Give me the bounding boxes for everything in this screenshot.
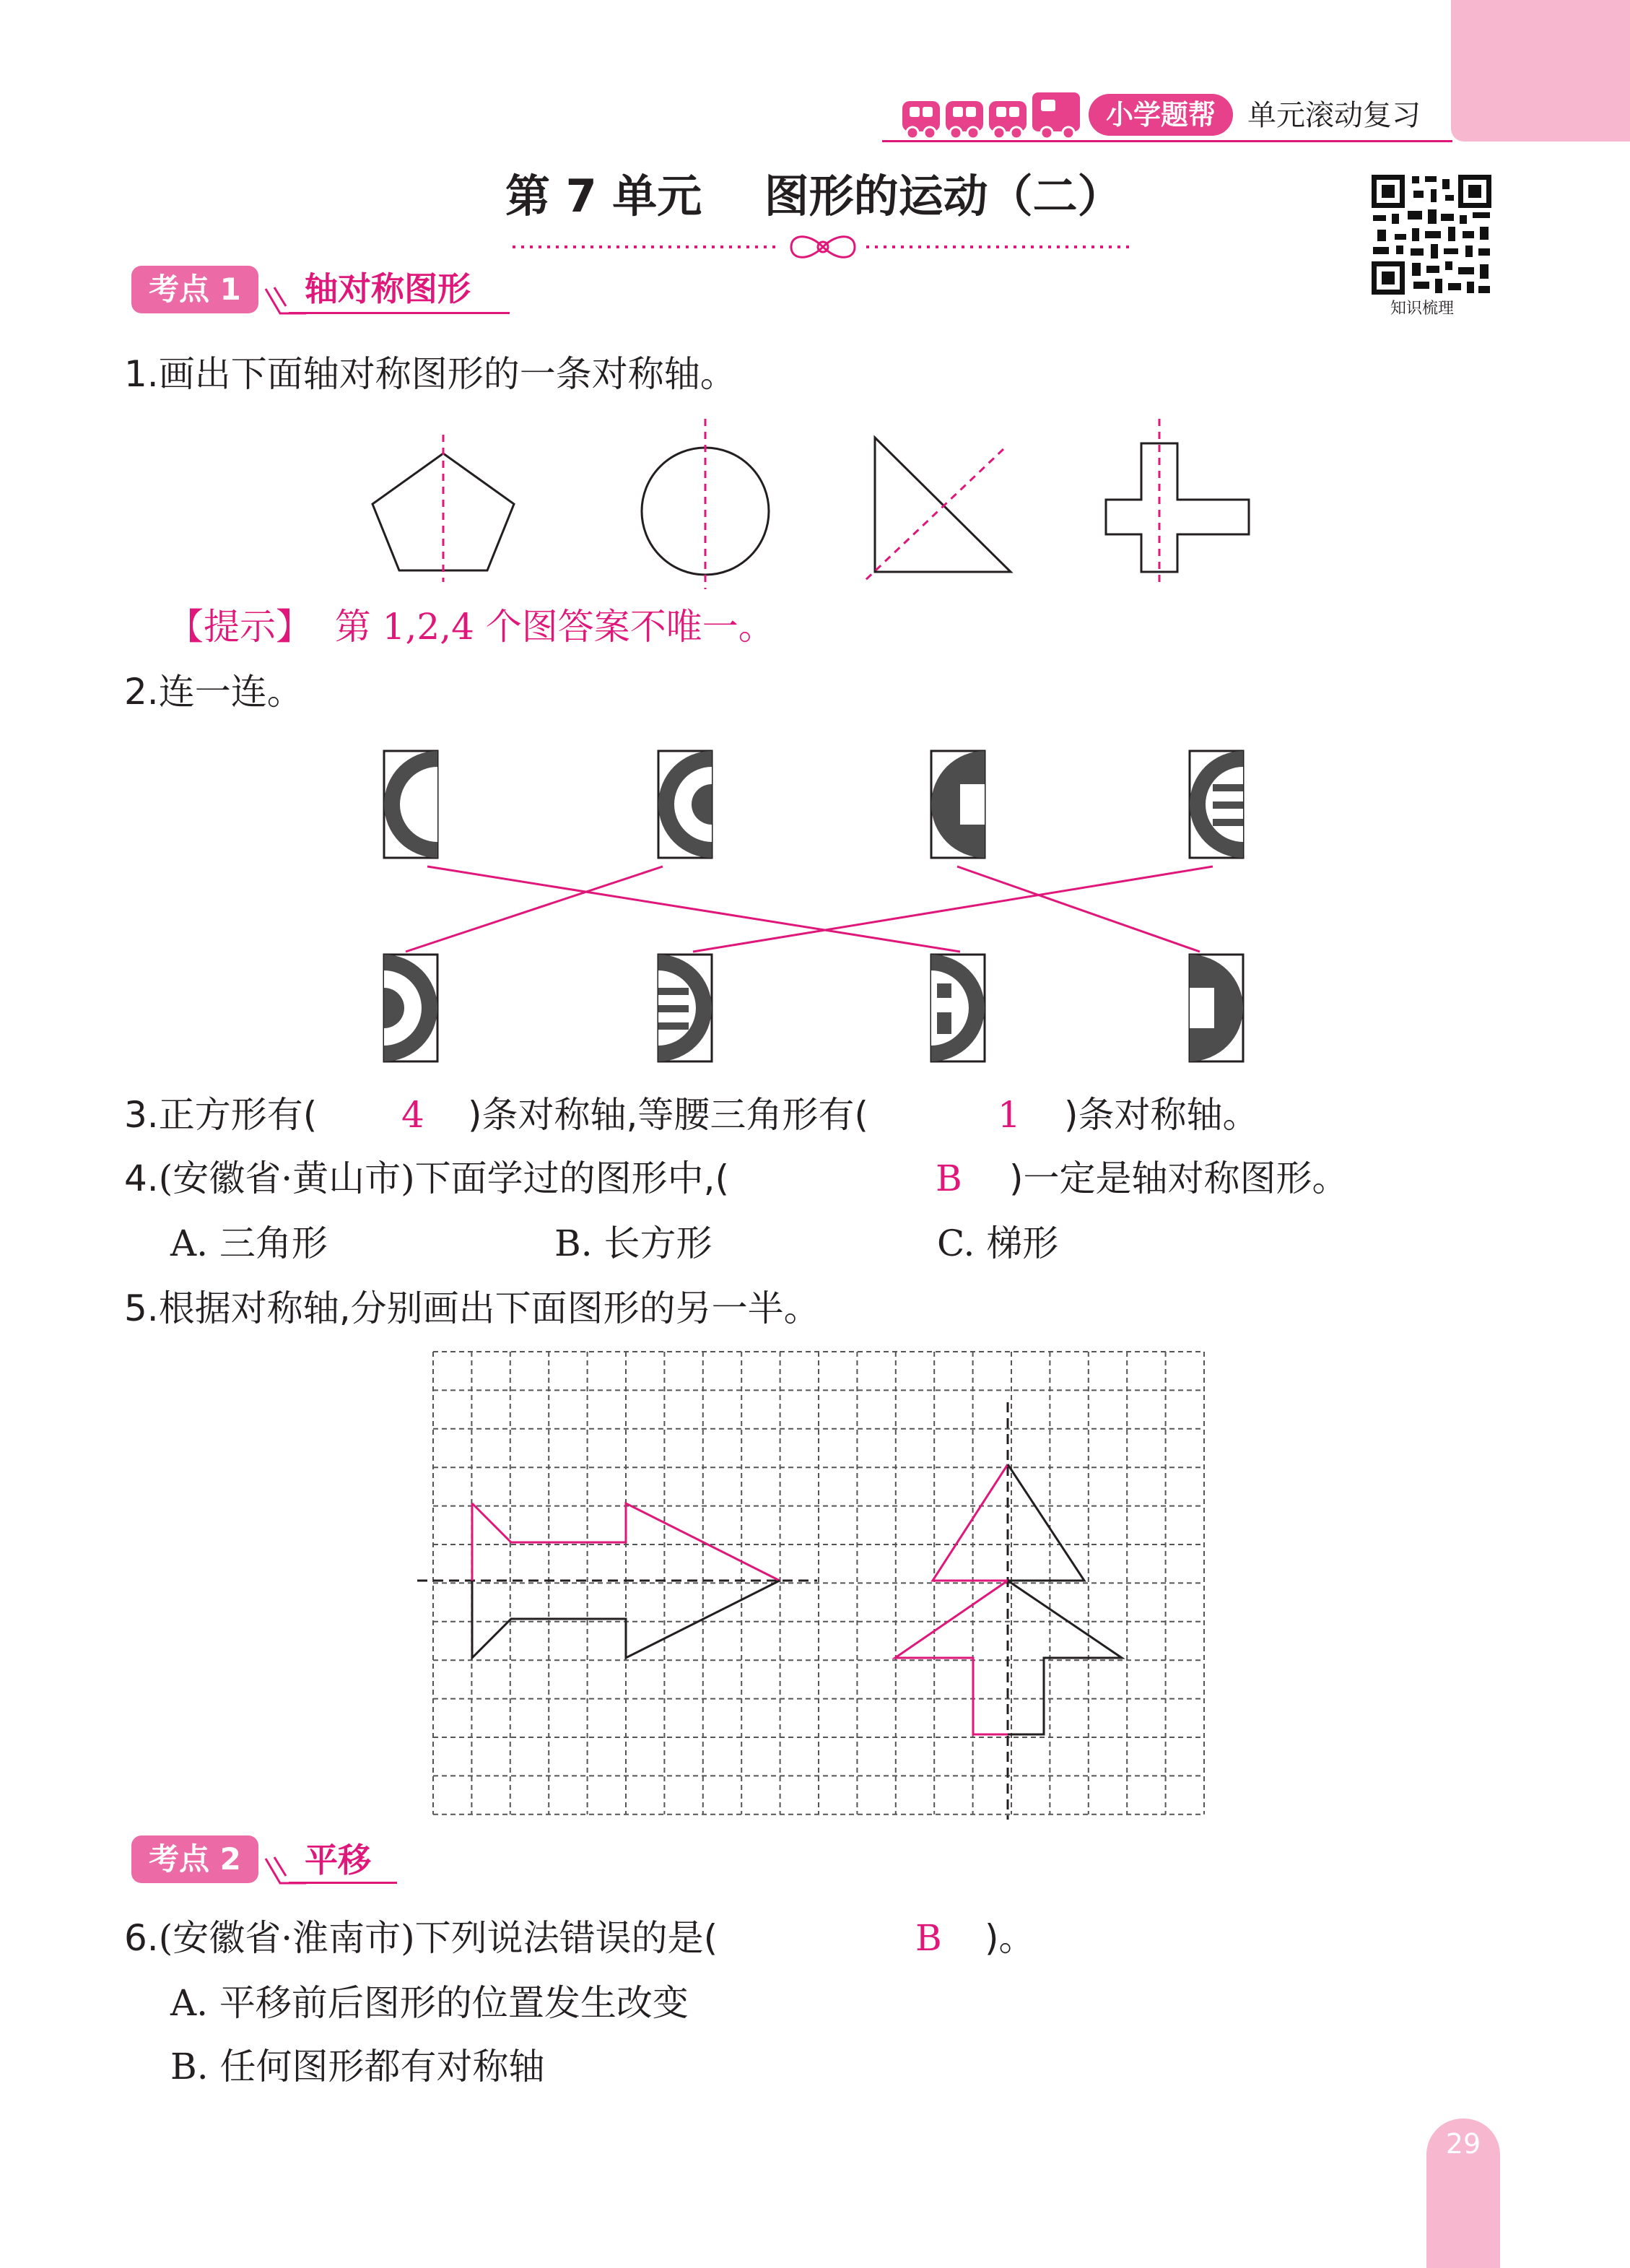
arrow-bottom-half [472,1581,780,1658]
kaodian-2-underline [289,1882,397,1884]
kaodian-2-title: 平移 [305,1841,371,1880]
question-2-text: 连一连。 [158,671,303,713]
q1-shapes [347,419,1271,592]
tree-top-left-half [933,1464,1008,1581]
question-5-number: 5. [124,1287,159,1329]
q2-matching-figure [361,737,1271,1076]
kaodian-1-label: 考点 1 [131,266,258,313]
question-6-part1: 下列说法错误的是( [414,1917,718,1959]
section-label: 单元滚动复习 [1247,99,1421,132]
question-6 [124,1915,718,1961]
question-4-option-a: A. 三角形 [170,1222,328,1264]
question-5-text: 根据对称轴,分别画出下面图形的另一半。 [158,1287,820,1329]
question-4-part1: 下面学过的图形中,( [414,1157,730,1199]
question-6-number: 6. [124,1917,159,1959]
match-line-4 [693,866,1213,952]
qr-caption: 知识梳理 [1390,300,1455,318]
train-icon [898,85,1086,143]
kaodian-1-underline [289,312,510,314]
question-3-part2: )条对称轴,等腰三角形有( [468,1094,868,1136]
question-3-part3: )条对称轴。 [1064,1094,1259,1136]
question-4-source: (安徽省·黄山市) [158,1157,415,1199]
question-3-answer-2: 1 [998,1094,1021,1136]
question-3-part1: 正方形有( [158,1094,318,1136]
tree-bottom-right-half [1008,1581,1122,1734]
question-4 [124,1155,729,1202]
question-4-part2: )一定是轴对称图形。 [1009,1157,1348,1199]
q5-grid-figure [411,1346,1213,1820]
question-3-answer-1: 4 [401,1094,424,1136]
title-underline-ornament [513,230,1133,266]
dashed-grid [433,1352,1204,1815]
tree-top-right-half [1008,1464,1084,1581]
triangle-axis [863,449,1003,582]
question-6-answer: B [915,1917,942,1959]
match-line-3 [957,866,1200,952]
question-6-option-b: B. 任何图形都有对称轴 [170,2046,545,2087]
header-divider [882,140,1452,142]
question-6-part2: )。 [985,1917,1035,1959]
question-2-number: 2. [124,671,159,713]
match-line-2 [406,866,663,952]
question-4-number: 4. [124,1157,159,1199]
tree-bottom-left-half [895,1581,1008,1734]
question-6-source: (安徽省·淮南市) [158,1917,415,1959]
question-4-option-c: C. 梯形 [937,1222,1059,1264]
question-6-option-a: A. 平移前后图形的位置发生改变 [170,1982,689,2024]
hint-text: 【提示】 第 1,2,4 个图答案不唯一。 [167,606,775,648]
question-3 [124,1092,317,1138]
page-number: 29 [1445,2128,1481,2160]
match-line-1 [427,866,960,952]
question-2 [124,669,303,715]
question-5 [124,1285,820,1331]
kaodian-2-label: 考点 2 [131,1835,258,1883]
qr-code[interactable] [1370,173,1493,296]
unit-title: 第 7 单元 图形的运动（二） [505,170,1123,222]
question-3-number: 3. [124,1094,159,1136]
question-4-option-b: B. 长方形 [554,1222,712,1264]
header-corner-tab [1451,0,1630,142]
kaodian-1-title: 轴对称图形 [305,269,471,308]
question-1-number: 1. [124,353,159,395]
brand-label: 小学题帮 [1089,94,1233,136]
question-1-text: 画出下面轴对称图形的一条对称轴。 [158,353,736,395]
question-1 [124,351,736,397]
cross-shape [1106,443,1249,572]
question-4-answer: B [936,1157,962,1199]
